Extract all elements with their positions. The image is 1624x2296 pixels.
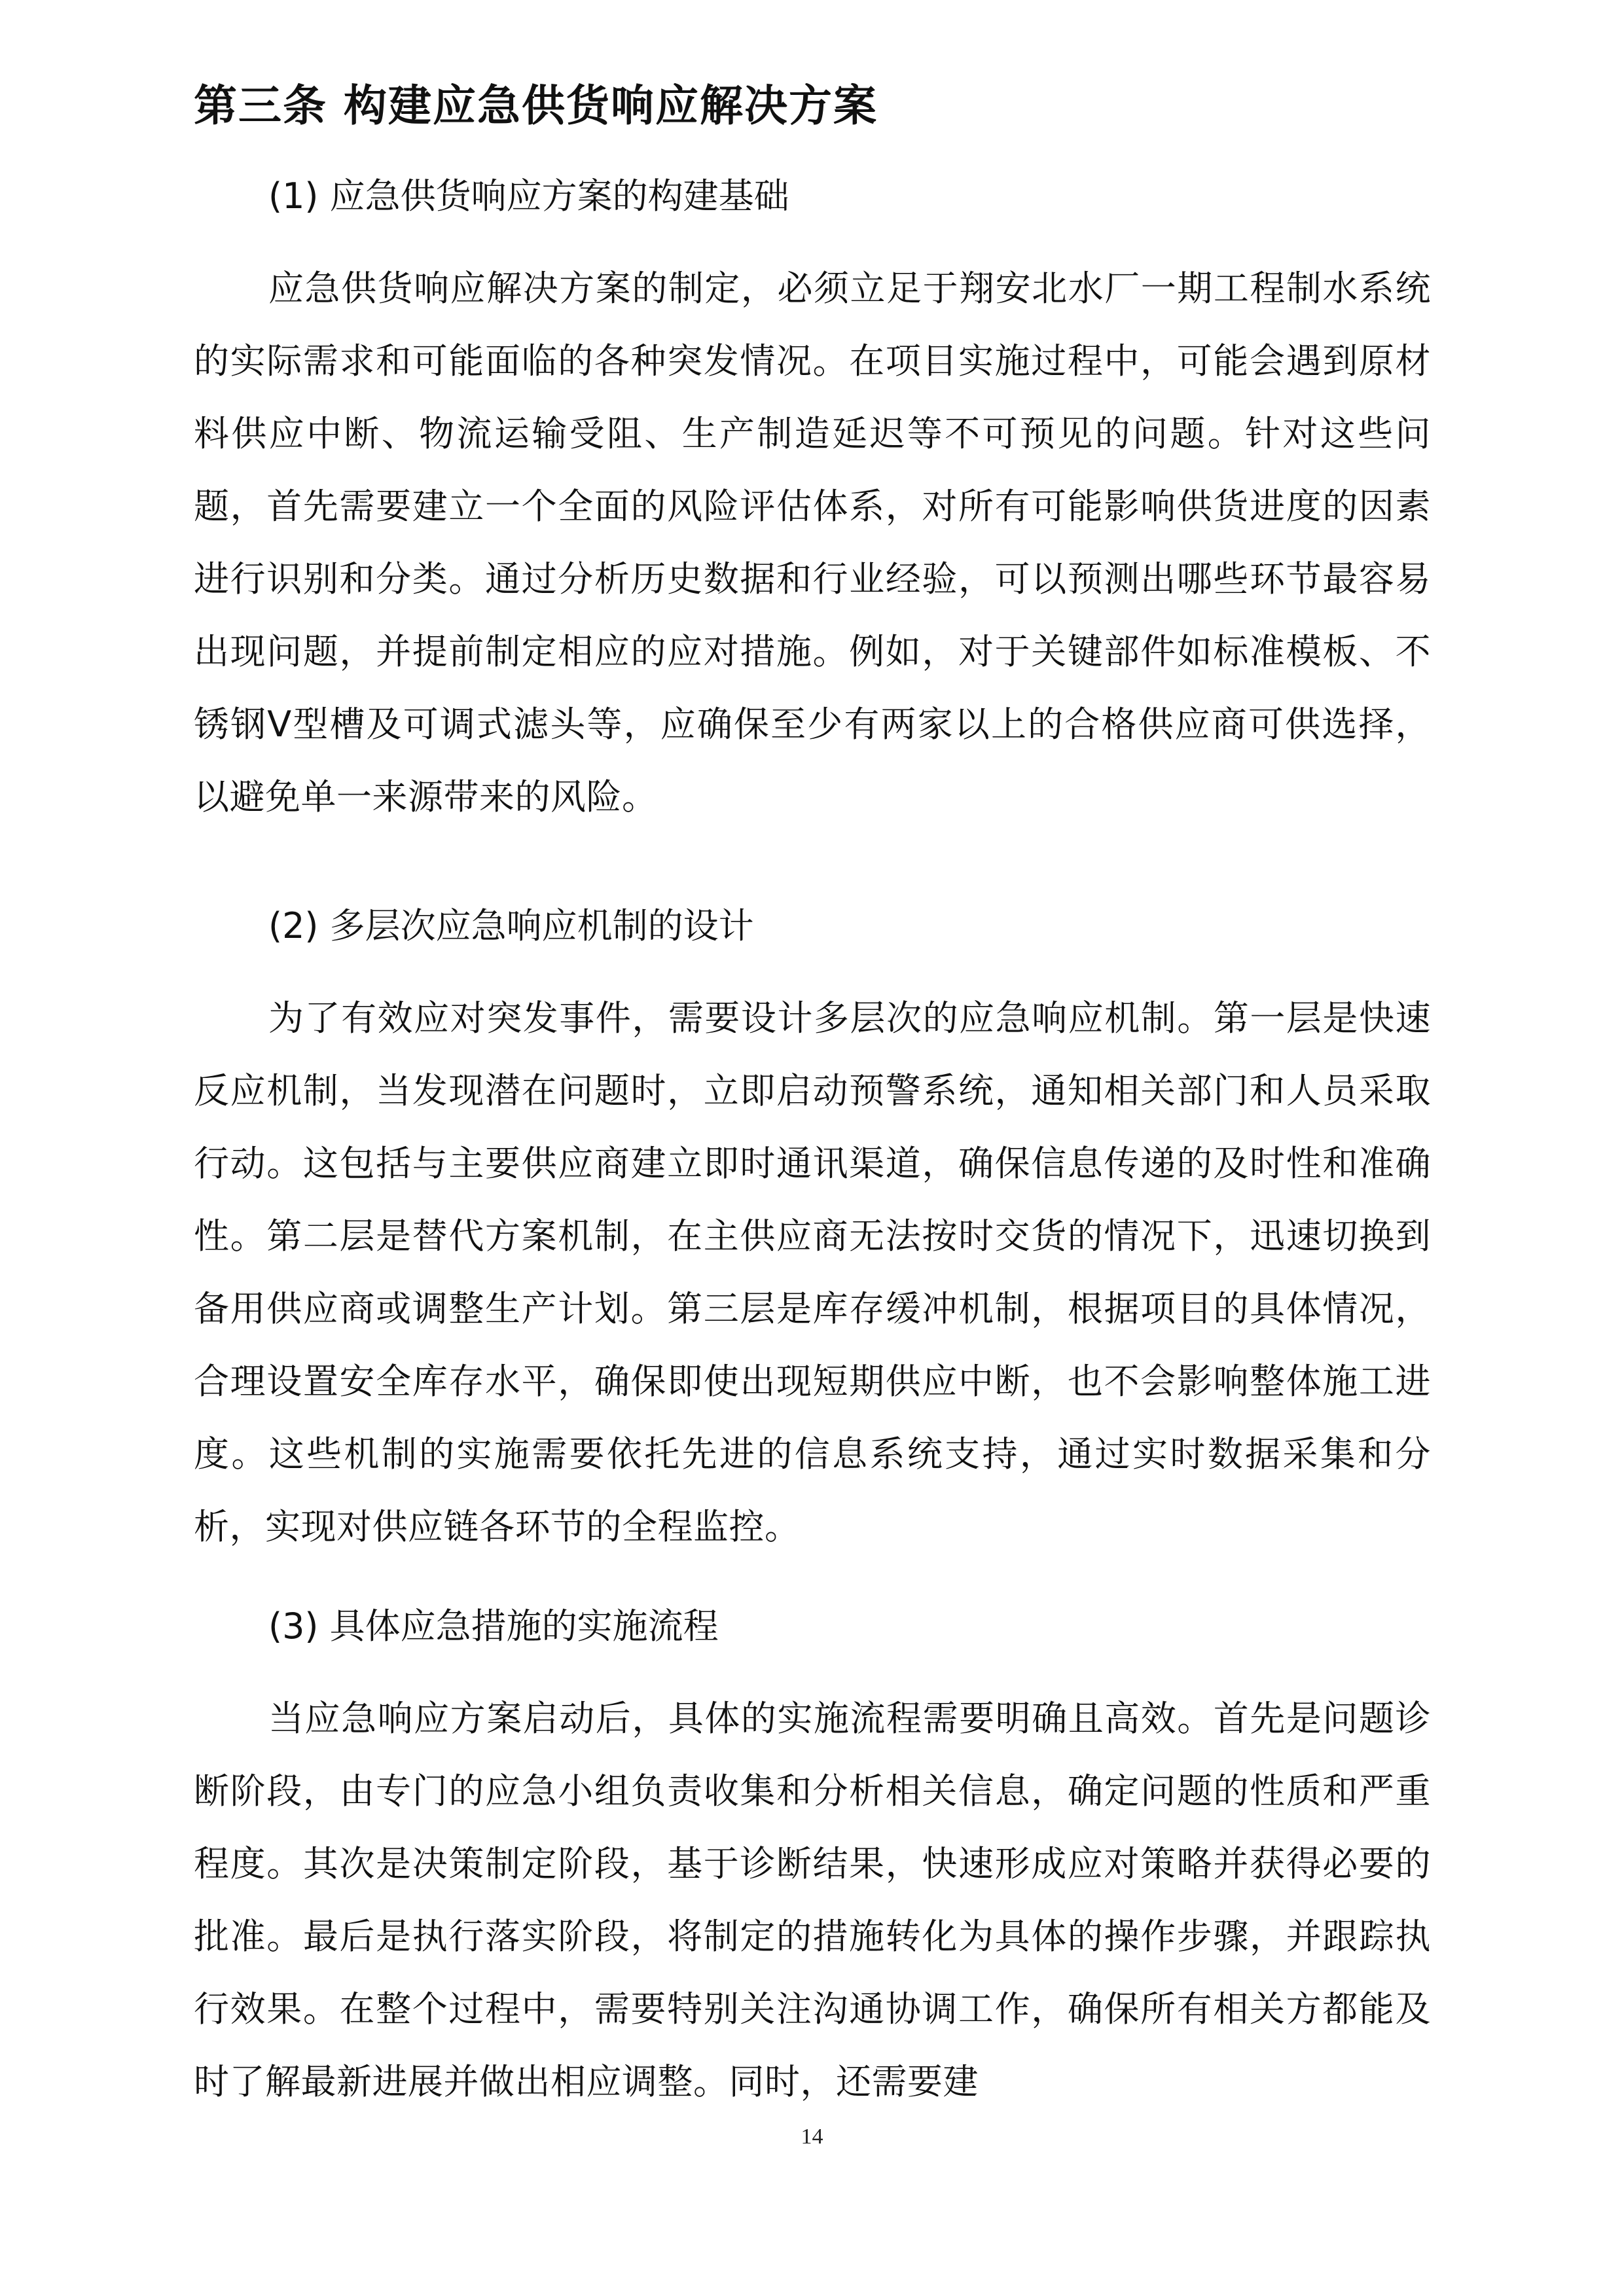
- page-number: 14: [801, 2125, 823, 2149]
- section-3-heading: (3) 具体应急措施的实施流程: [268, 1605, 719, 1647]
- section-2-paragraph: 为了有效应对突发事件，需要设计多层次的应急响应机制。第一层是快速反应机制，当发现潜在问题时，立即启动预警系统，通知相关部门和人员采取行动。这包括与主要供应商建立即时通讯渠道，确保信息传递的及时性和准确性。第二层是替代方案机制，在主供应商无法按时交货的情况下，迅速切换到备用供应商或调整生产计划。第三层是库存缓冲机制，根据项目的具体情况，合理设置安全库存水平，确保即使出现短期供应中断，也不会影响整体施工进度。这些机制的实施需要依托先进的信息系统支持，通过实时数据采集和分析，实现对供应链各环节的全程监控。: [194, 997, 1431, 1547]
- section-2-heading: (2) 多层次应急响应机制的设计: [268, 905, 754, 946]
- section-1-paragraph: 应急供货响应解决方案的制定，必须立足于翔安北水厂一期工程制水系统的实际需求和可能面临的各种突发情况。在项目实施过程中，可能会遇到原材料供应中断、物流运输受阻、生产制造延迟等不可预见的问题。针对这些问题，首先需要建立一个全面的风险评估体系，对所有可能影响供货进度的因素进行识别和分类。通过分析历史数据和行业经验，可以预测出哪些环节最容易出现问题，并提前制定相应的应对措施。例如，对于关键部件如标准模板、不锈钢V型槽及可调式滤头等，应确保至少有两家以上的合格供应商可供选择，以避免单一来源带来的风险。: [194, 268, 1431, 817]
- article-title: 第三条 构建应急供货响应解决方案: [194, 81, 878, 131]
- section-3-paragraph: 当应急响应方案启动后，具体的实施流程需要明确且高效。首先是问题诊断阶段，由专门的应急小组负责收集和分析相关信息，确定问题的性质和严重程度。其次是决策制定阶段，基于诊断结果，快速形成应对策略并获得必要的批准。最后是执行落实阶段，将制定的措施转化为具体的操作步骤，并跟踪执行效果。在整个过程中，需要特别关注沟通协调工作，确保所有相关方都能及时了解最新进展并做出相应调整。同时，还需要建: [194, 1698, 1431, 2102]
- section-1-heading: (1) 应急供货响应方案的构建基础: [268, 175, 789, 217]
